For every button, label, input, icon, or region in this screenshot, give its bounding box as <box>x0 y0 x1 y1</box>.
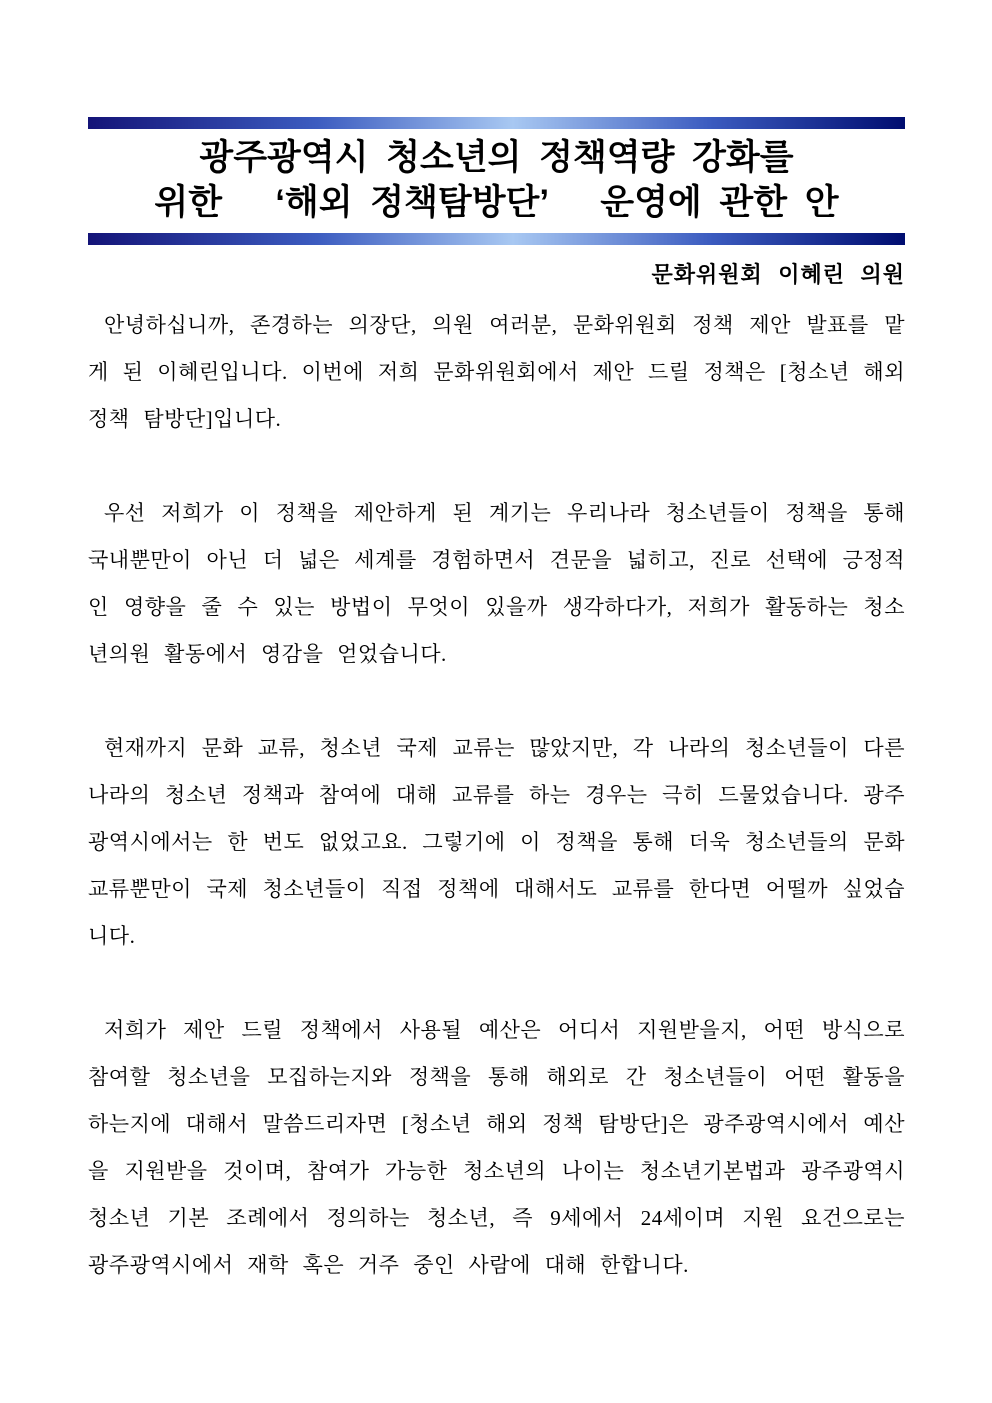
title-banner <box>88 117 905 245</box>
title-line-2: 위한 ‘해외 정책탐방단’ 운영에 관한 안 <box>154 183 839 222</box>
document-body <box>88 302 905 1289</box>
author-byline: 문화위원회 이혜린 의원 <box>651 262 905 287</box>
title-top-gradient-bar <box>88 117 905 129</box>
paragraph-background: 현재까지 문화 교류, 청소년 국제 교류는 많았지만, 각 나라의 청소년들이 다른 나라의 청소년 정책과 참여에 대해 교류를 하는 경우는 극히 드물었습니다. 광주광역시에서는 한 번도 없었고요. 그렇기에 이 정책을 통해 더욱 청소년들의 문화 교류뿐만이 국제 청소년들이 직접 정책에 대해서도 교류를 한다면 어떨까 싶었습니다. <box>88 736 905 948</box>
document-title <box>88 129 905 233</box>
paragraph-greeting: 안녕하십니까, 존경하는 의장단, 의원 여러분, 문화위원회 정책 제안 발표를 맡게 된 이혜린입니다. 이번에 저희 문화위원회에서 제안 드릴 정책은 [청소년 해외 정책 탐방단]입니다. <box>88 313 905 431</box>
paragraph-motivation: 우선 저희가 이 정책을 제안하게 된 계기는 우리나라 청소년들이 정책을 통해 국내뿐만이 아닌 더 넓은 세계를 경험하면서 견문을 넓히고, 진로 선택에 긍정적인 영향을 줄 수 있는 방법이 무엇이 있을까 생각하다가, 저희가 활동하는 청소년의원 활동에서 영감을 얻었습니다. <box>88 501 905 666</box>
paragraph-details: 저희가 제안 드릴 정책에서 사용될 예산은 어디서 지원받을지, 어떤 방식으로 참여할 청소년을 모집하는지와 정책을 통해 해외로 간 청소년들이 어떤 활동을 하는지에 대해서 말씀드리자면 [청소년 해외 정책 탐방단]은 광주광역시에서 예산을 지원받을 것이며, 참여가 가능한 청소년의 나이는 청소년기본법과 광주광역시 청소년 기본 조례에서 정의하는 청소년, 즉 9세에서 24세이며 지원 요건으로는 광주광역시에서 재학 혹은 거주 중인 사람에 대해 한합니다. <box>88 1018 905 1277</box>
title-bottom-gradient-bar <box>88 233 905 245</box>
title-line-1: 광주광역시 청소년의 정책역량 강화를 <box>199 138 794 177</box>
